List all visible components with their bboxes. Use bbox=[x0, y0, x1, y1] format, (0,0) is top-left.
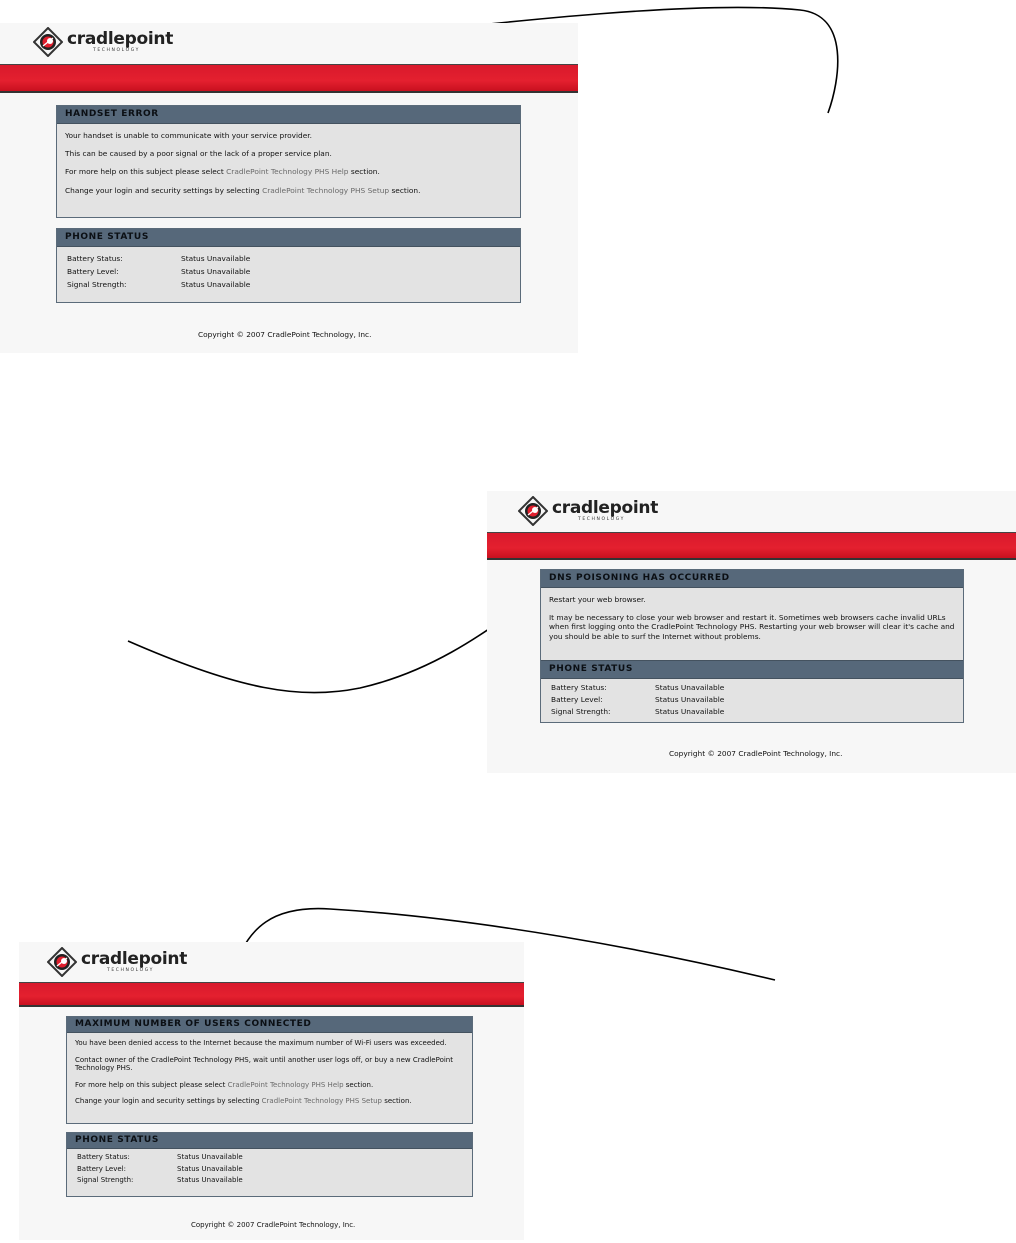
error-message: You have been denied access to the Internet because the maximum number of Wi-Fi users was exceeded. bbox=[75, 1039, 447, 1047]
brand-name: cradlepoint bbox=[81, 948, 188, 969]
error-cause: This can be caused by a poor signal or the lack of a proper service plan. bbox=[65, 149, 332, 159]
header-bar bbox=[487, 532, 1016, 560]
status-label: Battery Status: bbox=[67, 254, 123, 263]
status-value: Status Unavailable bbox=[181, 254, 251, 263]
phone-status-panel bbox=[56, 228, 521, 303]
brand-name: cradlepoint bbox=[67, 28, 174, 49]
status-value: Status Unavailable bbox=[177, 1164, 243, 1173]
status-label: Battery Level: bbox=[77, 1164, 126, 1173]
error-detail: Contact owner of the CradlePoint Technology PHS, wait until another user logs off, or buy a new CradlePoint Technology PHS. bbox=[75, 1055, 453, 1073]
error-message: Your handset is unable to communicate with your service provider. bbox=[65, 131, 312, 140]
error-panel bbox=[66, 1016, 473, 1124]
brand-logo[interactable] bbox=[518, 496, 658, 526]
help-link[interactable]: CradlePoint Technology PHS Help bbox=[226, 167, 349, 177]
status-value: Status Unavailable bbox=[177, 1176, 243, 1184]
error-detail: It may be necessary to close your web browser and restart it. Sometimes web browsers cache invalid URLs when first logging onto the CradlePoint Technology PHS. Restarting your web browser will clear it's cache and you should be able to surf the Internet without problems. bbox=[549, 613, 955, 641]
help-text: For more help on this subject please select CradlePoint Technology PHS Help section. bbox=[65, 167, 380, 177]
panel-title: MAXIMUM NUMBER OF USERS CONNECTED bbox=[67, 1017, 472, 1033]
brand-tagline: TECHNOLOGY bbox=[93, 47, 140, 53]
status-label: Battery Status: bbox=[77, 1153, 130, 1161]
cradlepoint-logo-icon bbox=[33, 27, 63, 57]
error-message: Restart your web browser. bbox=[549, 595, 646, 604]
status-label: Battery Level: bbox=[67, 267, 119, 276]
status-row bbox=[65, 252, 512, 265]
status-label: Signal Strength: bbox=[77, 1176, 134, 1184]
status-row bbox=[75, 1164, 464, 1176]
status-value: Status Unavailable bbox=[655, 706, 725, 716]
screenshot-max-users bbox=[19, 942, 524, 1240]
error-panel bbox=[56, 105, 521, 218]
status-row bbox=[75, 1152, 464, 1164]
copyright-text: Copyright © 2007 CradlePoint Technology, Inc. bbox=[669, 749, 843, 758]
brand-tagline: TECHNOLOGY bbox=[578, 516, 625, 522]
brand-name: cradlepoint bbox=[552, 497, 659, 518]
header-bar bbox=[19, 982, 524, 1007]
help-text: For more help on this subject please select CradlePoint Technology PHS Help section. bbox=[75, 1080, 374, 1089]
setup-link[interactable]: CradlePoint Technology PHS Setup bbox=[262, 185, 390, 195]
screenshot-dns-poisoning bbox=[487, 491, 1016, 773]
setup-link[interactable]: CradlePoint Technology PHS Setup bbox=[261, 1097, 382, 1106]
panel-title: PHONE STATUS bbox=[541, 660, 963, 679]
copyright-text: Copyright © 2007 CradlePoint Technology, Inc. bbox=[198, 330, 372, 339]
screenshot-handset-error bbox=[0, 23, 578, 353]
panel-title: HANDSET ERROR bbox=[57, 106, 520, 124]
connector-curve-middle bbox=[128, 605, 523, 693]
status-row bbox=[549, 706, 955, 718]
brand-logo[interactable] bbox=[33, 27, 173, 57]
panel-title: PHONE STATUS bbox=[67, 1133, 472, 1149]
setup-text: Change your login and security settings by selecting CradlePoint Technology PHS Setup section. bbox=[65, 185, 421, 195]
status-value: Status Unavailable bbox=[181, 267, 251, 276]
panel-title: DNS POISONING HAS OCCURRED bbox=[541, 570, 963, 588]
status-value: Status Unavailable bbox=[655, 682, 725, 692]
help-link[interactable]: CradlePoint Technology PHS Help bbox=[227, 1080, 344, 1089]
status-value: Status Unavailable bbox=[655, 694, 725, 704]
cradlepoint-logo-icon bbox=[518, 496, 548, 526]
phone-status-panel bbox=[66, 1132, 473, 1197]
brand-logo[interactable] bbox=[47, 947, 187, 977]
cradlepoint-logo-icon bbox=[47, 947, 77, 977]
panel-title: PHONE STATUS bbox=[57, 229, 520, 247]
status-row bbox=[549, 694, 955, 706]
error-panel bbox=[540, 569, 964, 723]
status-row bbox=[65, 265, 512, 278]
status-label: Battery Level: bbox=[551, 694, 603, 704]
status-row bbox=[65, 278, 512, 291]
setup-text: Change your login and security settings by selecting CradlePoint Technology PHS Setup section. bbox=[75, 1097, 412, 1106]
status-row bbox=[75, 1175, 464, 1187]
status-row bbox=[549, 682, 955, 694]
copyright-text: Copyright © 2007 CradlePoint Technology, Inc. bbox=[191, 1221, 356, 1229]
brand-tagline: TECHNOLOGY bbox=[107, 967, 154, 973]
header-bar bbox=[0, 64, 578, 93]
status-value: Status Unavailable bbox=[177, 1153, 243, 1161]
status-value: Status Unavailable bbox=[181, 280, 251, 289]
status-label: Signal Strength: bbox=[551, 706, 611, 716]
status-label: Battery Status: bbox=[551, 682, 607, 692]
status-label: Signal Strength: bbox=[67, 280, 127, 289]
